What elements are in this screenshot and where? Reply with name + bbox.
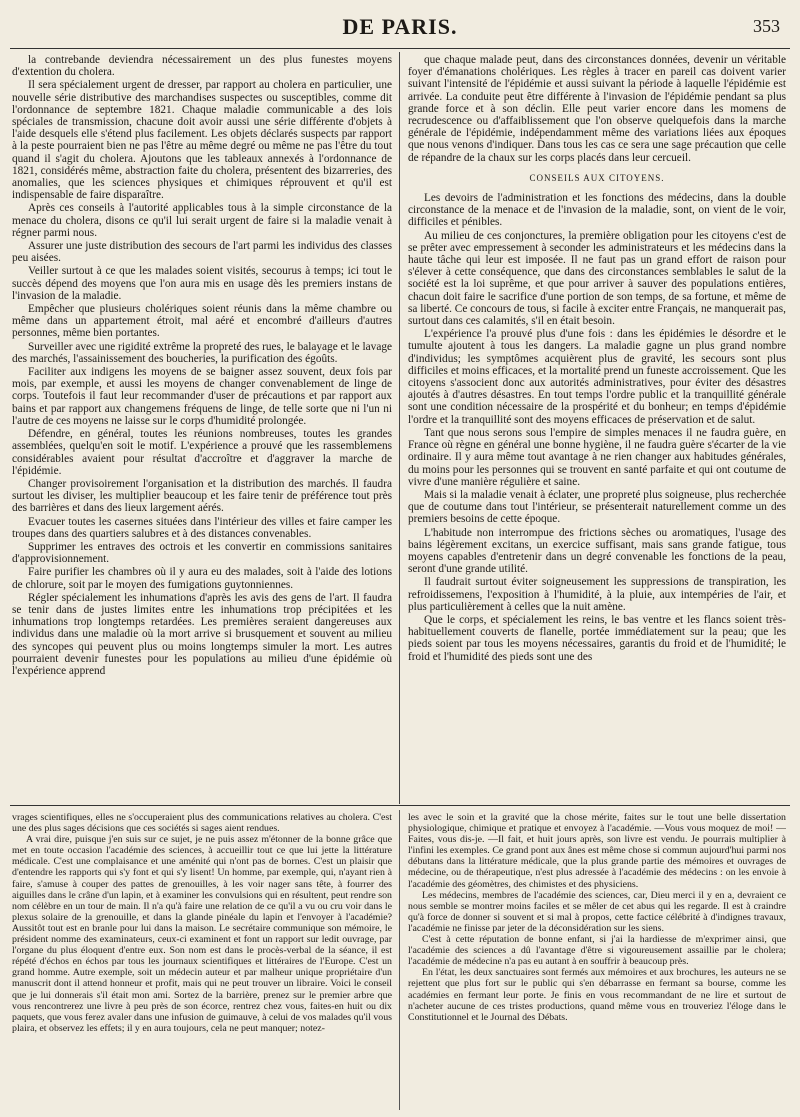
page-number: 353: [753, 16, 780, 36]
paragraph: que chaque malade peut, dans des circonstances données, devenir un véritable foyer d'émanations cholériques. Les règles à tracer en pareil cas doivent varier suivant l'intensité de l'épidémie et aussi suivant la période à laquelle l'épidémie est arrivée. La conduite peut être différente à l'invasion de l'épidémie pendant sa plus grande force et à son déclin. Elle peut varier encore dans les momens de recrudescence ou d'affaiblissement que l'on observe quelquefois dans la marche générale de l'épidémie, indépendamment même des variations liées aux époques que nous venons d'indiquer. Dans tous les cas ce sera une sage précaution que celle de répandre de la chaux sur les corps placés dans leur cercueil.: [408, 54, 786, 164]
paragraph: Que le corps, et spécialement les reins, le bas ventre et les flancs soient très-habituellement couverts de flanelle, portée immédiatement sur la peau; que les pieds soient par tous les moyens nécessaires, garantis du froid et de l'humidité; le froid et l'humidité des pieds sont une des: [408, 613, 786, 663]
paragraph: Changer provisoirement l'organisation et la distribution des marchés. Il faudra surtout les diviser, les multiplier beaucoup et les faire tenir de préférence tout près des barrières et dans des lieux largement aérés.: [12, 477, 392, 515]
footnote-paragraph: A vrai dire, puisque j'en suis sur ce sujet, je ne puis assez m'étonner de la bonne grâce que met en toute occasion l'académie des sciences, à accueillir tout ce que lui jette la littérature médicale. C'est une complaisance et une aménité qui n'ont pas de bornes. C'est un plaisir que d'entendre les rapports qui s'y font et qui s'y lisent! Un homme, par exemple, qui, n'ayant rien à faire, s'amuse à couper des pattes de grenouilles, à les voir nager sans tête, à fourrer des aiguilles dans le crâne d'un lapin, et à examiner les convulsions qui en résultent, peut rendre son nom célèbre en un tour de main. Il n'a qu'à faire une relation de ce qu'il a vu ou cru voir dans le plexus solaire de la grenouille, et dans la glande pinéale du lapin et l'envoyer à l'académie? Aussitôt tout est en branle pour lui dans la maison. Le secrétaire communique son mémoire, le président nomme des examinateurs, ceux-ci examinent et font un rapport sur ledit ouvrage, par l'organe du plus éloquent d'entre eux. Son nom est dans le procès-verbal de la séance, il est répété d'échos en échos par tous les journaux scientifiques et littéraires de l'Europe. C'est un grand homme. Autre exemple, soit un médecin auteur et par malheur unique propriétaire d'un manuscrit dont il attend honneur et profit, mais qui ne peut trouver un libraire. Voici le conseil que je lui donnerais s'il était mon ami. Sortez de la barrière, prenez sur le premier arbre que vous rencontrerez une livre à peu près de son écorce, rentrez chez vous, faites-en huit ou dix paquets, que vous ferez avaler dans une infusion de guimauve, à celui de vos malades qu'il vous plaira, et observez les effets; il y en aura toujours, cela ne peut manquer; notez-: [12, 834, 392, 1034]
footnote-paragraph: vrages scientifiques, elles ne s'occuperaient plus des communications relatives au cholera. C'est une des plus sages décisions que ces sociétés si sages aient rendues.: [12, 812, 392, 835]
footnote-paragraph: Les médecins, membres de l'académie des sciences, car, Dieu merci il y en a, devraient ce nous semble se montrer moins faciles et se mêler de cet abus qui les regarde. Il est à craindre qu'à force de donner si souvent et si mal à propos, cette factice célébrité à d'indignes travaux, l'académie ne finisse par jeter de la déconsidération sur les siens.: [408, 889, 786, 934]
paragraph: Après ces conseils à l'autorité applicables tous à la simple circonstance de la menace du cholera, disons ce qu'il lui serait urgent de faire si la maladie venait à régner parmi nous.: [12, 202, 392, 239]
paragraph: Faciliter aux indigens les moyens de se baigner assez souvent, deux fois par mois, par exemple, et aussi les moyens de changer convenablement de linge de corps. Toutefois il faut leur recommander d'user de précautions et par rapport aux bains et par rapport aux changemens fréquens de linge, de telle sorte que ni l'un ni l'autre de ces moyens ne laisse sur le corps d'humidité prolongée.: [12, 366, 392, 427]
right-column: [408, 54, 786, 801]
footnote-paragraph: En l'état, les deux sanctuaires sont fermés aux mémoires et aux brochures, les auteurs ne se rejettent que plus fort sur le public qui s'en débarrasse en fermant sa bourse, comme les académies en fermant leur porte. Je finis en vous recommandant de ne lire et surtout de n'acheter aucune de ces tristes productions, quand même vous en trouveriez l'éloge dans le Constitutionnel et le Journal des Débats.: [408, 967, 786, 1023]
paragraph: L'habitude non interrompue des frictions sèches ou aromatiques, l'usage des bains légèrement excitans, un exercice suffisant, mais sans grande fatigue, tous moyens capables d'entretenir dans un degré convenable les fonctions de la peau, seront d'une grande utilité.: [408, 526, 786, 576]
paragraph: Il sera spécialement urgent de dresser, par rapport au cholera en particulier, une nouvelle série distributive des marchandises suspectes ou susceptibles, comme dit l'ordonnance de septembre 1821. Chaque maladie communicable a des lois spéciales de transmission, chacune doit avoir aussi une série différente d'objets à l'aide desquels elle s'étend plus facilement. Les objets déclarés suspects par rapport à la peste pourraient bien ne pas l'être au même degré ou même ne pas l'être du tout quand il s'agit du cholera. Ajoutons que les tableaux annexés à l'ordonnance de 1821, considérés même, abstraction faite du cholera, présentent des bizarreries, des anomalies, que les sciences physiques et chimiques réprouvent et qu'il est indispensable de faire disparaître.: [12, 79, 392, 202]
footnote-paragraph: C'est à cette réputation de bonne enfant, si j'ai la hardiesse de m'exprimer ainsi, que l'académie des sciences a dû l'avantage d'être si vigoureusement assaillie par le cholera; l'académie de médecine n'a pas eu autant à en souffrir à beaucoup près.: [408, 934, 786, 968]
paragraph: Défendre, en général, toutes les réunions nombreuses, toutes les grandes assemblées, quelqu'en soit le motif. L'expérience a prouvé que les rassemblemens considérables avaient pour résultat d'accroître et d'aggraver la marche de l'épidémie.: [12, 428, 392, 477]
paragraph: la contrebande deviendra nécessairement un des plus funestes moyens d'extention du cholera.: [12, 54, 392, 79]
paragraph: Faire purifier les chambres où il y aura eu des malades, soit à l'aide des lotions de chlorure, soit par le moyen des fumigations guytonniennes.: [12, 566, 392, 591]
paragraph: Mais si la maladie venait à éclater, une propreté plus soigneuse, plus recherchée que de coutume dans tout l'intérieur, se présenterait naturellement comme un des premiers besoins de cette époque.: [408, 488, 786, 526]
paragraph: Assurer une juste distribution des secours de l'art parmi les individus des classes peu aisées.: [12, 240, 392, 265]
paragraph: L'expérience l'a prouvé plus d'une fois : dans les épidémies le désordre et le tumulte ajoutent à tous les dangers. La maladie gagne un plus grand nombre d'individus; les symptômes acquièrent plus de gravité, les secours sont plus difficiles et moins efficaces, et la mortalité prend un funeste accroissement. Que les citoyens s'associent donc aux autorités administratives, pour éviter des désastres ajoutés à d'autres désastres. En tout temps l'ordre public et la tranquillité générale sont une condition nécessaire de la prospérité et du bonheur; en temps d'épidémie l'ordre et la tranquillité sont des moyens efficaces de préservation et de salut.: [408, 328, 786, 426]
paragraph: Les devoirs de l'administration et les fonctions des médecins, dans la double circonstance de la menace et de l'invasion de la maladie, sont, on vient de le voir, difficiles et pénibles.: [408, 192, 786, 229]
header-rule: [10, 48, 790, 49]
footnote-left-column: [12, 812, 392, 1112]
paragraph: Tant que nous serons sous l'empire de simples menaces il ne faudra guère, en France où règne en général une bonne hygiène, il ne faudra guère s'écarter de la vie ordinaire. Il y aura même tout avantage à ne rien changer aux habitudes générales, du moins pour les personnes qui se trouvent en santé parfaite et qui ont coutume de vivre d'une manière régulière et saine.: [408, 426, 786, 488]
paragraph: Veiller surtout à ce que les malades soient visités, secourus à temps; ici tout le succès dépend des moyens que l'on aura mis en usage dès les premiers instans de l'invasion de la maladie.: [12, 265, 392, 302]
paragraph: Au milieu de ces conjonctures, la première obligation pour les citoyens c'est de se prêter avec empressement à seconder les administrateurs et les médecins dans la haute tâche qui leur est imposée. Il ne faut pas un grand effort de raison pour s'élever à cette conséquence, que dans des circonstances semblables le salut de la société est la loi suprême, et que pour arriver à sauver des populations entières, chacun doit faire le sacrifice d'une portion de son temps, de sa fortune, et même de sa liberté. Ce concours de tous, si facile à exciter entre Français, ne manquerait pas, surtout dans ces calamités, s'il en était besoin.: [408, 229, 786, 328]
paragraph: Régler spécialement les inhumations d'après les avis des gens de l'art. Il faudra se tenir dans de justes limites entre les inhumations trop précipitées et les inhumations trop longtemps retardées. Les premières seraient dangereuses aux individus dans une maladie où la mort arrive si brusquement et souvent au milieu des syncopes qui peuvent plus ou moins longtemps simuler la mort. Les autres pourraient devenir funestes pour les populations au milieu d'une épidémie où l'expérience apprend: [12, 591, 392, 677]
footnote-rule: [10, 805, 790, 806]
section-heading: CONSEILS AUX CITOYENS.: [529, 172, 665, 183]
footnote-paragraph: les avec le soin et la gravité que la chose mérite, faites sur le tout une belle dissertation physiologique, chimique et pratique et envoyez à l'académie. —Vous vous moquez de moi! — Faites, vous dis-je. —Il fait, et huit jours après, son livre est vendu. Je pourrais multiplier à l'infini les exemples. Ce grand pont aux ânes est même chose si commun aujourd'hui parmi nos débutans dans la littérature médicale, que la plus grande partie des mémoires et ouvrages de médecine, ou de thérapeutique, n'est plus adressée à l'académie des médecins : on les envoie à l'académie des géomètres, des chimistes et des physiciens.: [408, 812, 786, 890]
paragraph: Empêcher que plusieurs cholériques soient réunis dans la même chambre ou même dans un appartement étroit, mal aéré et encombré d'ailleurs d'autres personnes, même bien portantes.: [12, 303, 392, 340]
left-column: [12, 54, 392, 801]
column-divider: [399, 52, 400, 804]
paragraph: Surveiller avec une rigidité extrême la propreté des rues, le balayage et le lavage des marchés, l'assainissement des boucheries, la purification des égoûts.: [12, 340, 392, 365]
paragraph: Il faudrait surtout éviter soigneusement les suppressions de transpiration, les refroidissemens, l'exposition à l'humidité, à la pluie, aux intempéries de l'air, et plus particulièrement à celles que la nuit amène.: [408, 576, 786, 613]
page-header-title: DE PARIS.: [342, 14, 458, 39]
footnote-right-column: [408, 812, 786, 1112]
paragraph: Supprimer les entraves des octrois et les convertir en commissions sanitaires d'approvisionnement.: [12, 540, 392, 566]
footnote-column-divider: [399, 810, 400, 1110]
paragraph: Evacuer toutes les casernes situées dans l'intérieur des villes et faire camper les troupes dans des quartiers salubres et à des distances convenables.: [12, 515, 392, 540]
